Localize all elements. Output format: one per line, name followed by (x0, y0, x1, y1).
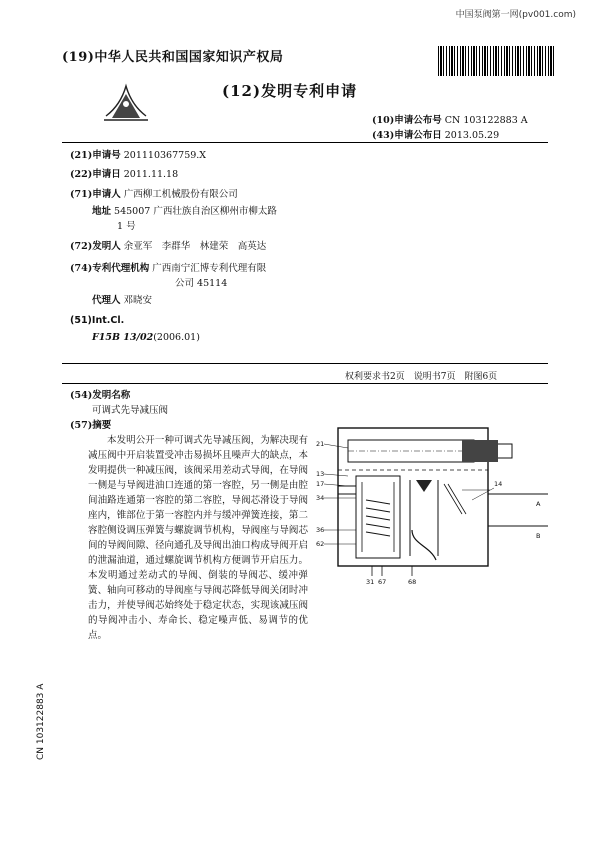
application-number: (21)申请号 201110367759.X (70, 150, 207, 161)
figure-label: 62 (316, 540, 325, 548)
invention-title: 可调式先导减压阀 (92, 405, 169, 416)
cnipa-logo-icon (100, 80, 152, 124)
figure-label: 13 (316, 470, 325, 478)
inventors: (72)发明人 余亚军 李群华 林建荣 高英达 (70, 241, 267, 252)
int-cl-label: (51)Int.Cl. (70, 315, 125, 326)
valve-drawing (312, 420, 548, 588)
barcode (438, 46, 556, 76)
figure-label: 34 (316, 494, 325, 502)
pages-divider-bottom (62, 383, 548, 384)
applicant: (71)申请人 广西柳工机械股份有限公司 (70, 189, 238, 200)
int-cl-code: F15B 13/02(2006.01) (92, 332, 200, 343)
title-label: (54)发明名称 (70, 390, 131, 401)
patent-agency: (74)专利代理机构 广西南宁汇博专利代理有限 (70, 263, 267, 274)
abstract-label: (57)摘要 (70, 420, 112, 431)
agent: 代理人 邓晓安 (92, 295, 153, 306)
abstract-text: 本发明公开一种可调式先导减压阀，为解决现有减压阀中开启装置受冲击易损坏且噪声大的缺点，本发明提供一种减压阀，该阀采用差动式导阀，在导阀一侧是与导阀进油口连通的第一容腔，另一侧是由腔间油路连通第一容腔的第二容腔，导阀芯滑设于导阀座内，锥部位于第一容腔内并与缓冲弹簧连接，第二容腔侧设调压弹簧与螺旋调节机构，导阀座与导阀芯间的导阀间隙、径向通孔及导阀出油口构成导阀开启的泄漏油道，通过螺旋调节机构方便调节开启压力。本发明通过差动式的导阀、倒装的导阀芯、缓冲弹簧、轴向可移动的导阀座与导阀芯降低导阀关闭时冲击力，并使导阀芯始终处于稳定状态，实现该减压阀的导阀冲击小、寿命长、稳定噪声低、易调节的优点。 (88, 435, 308, 641)
header-divider (62, 142, 548, 143)
figure-label: 31 (366, 578, 375, 586)
figure-label: 68 (408, 578, 417, 586)
application-date: (22)申请日 2011.11.18 (70, 169, 179, 180)
figure-label: 17 (316, 480, 325, 488)
document-type: (12)发明专利申请 (222, 82, 358, 100)
address-line2: 1 号 (117, 221, 136, 232)
pages-divider-top (62, 363, 548, 364)
publication-number: (10)申请公布号 CN 103122883 A (372, 115, 528, 126)
figure-label: 67 (378, 578, 387, 586)
figure-label: 21 (316, 440, 325, 448)
side-publication-code: CN 103122883 A (36, 683, 46, 760)
address: 地址 545007 广西壮族自治区柳州市柳太路 (92, 206, 277, 217)
site-watermark: 中国泵阀第一网(pv001.com) (455, 10, 576, 20)
patent-agency-line2: 公司 45114 (175, 278, 228, 289)
figure-label: A (536, 500, 541, 508)
figure-label: B (536, 532, 541, 540)
office-name: (19)中华人民共和国国家知识产权局 (62, 50, 284, 65)
page-counts: 权利要求书2页 说明书7页 附图6页 (345, 372, 498, 382)
publication-date: (43)申请公布日 2013.05.29 (372, 130, 500, 141)
figure-label: 14 (494, 480, 503, 488)
figure-label: 36 (316, 526, 325, 534)
